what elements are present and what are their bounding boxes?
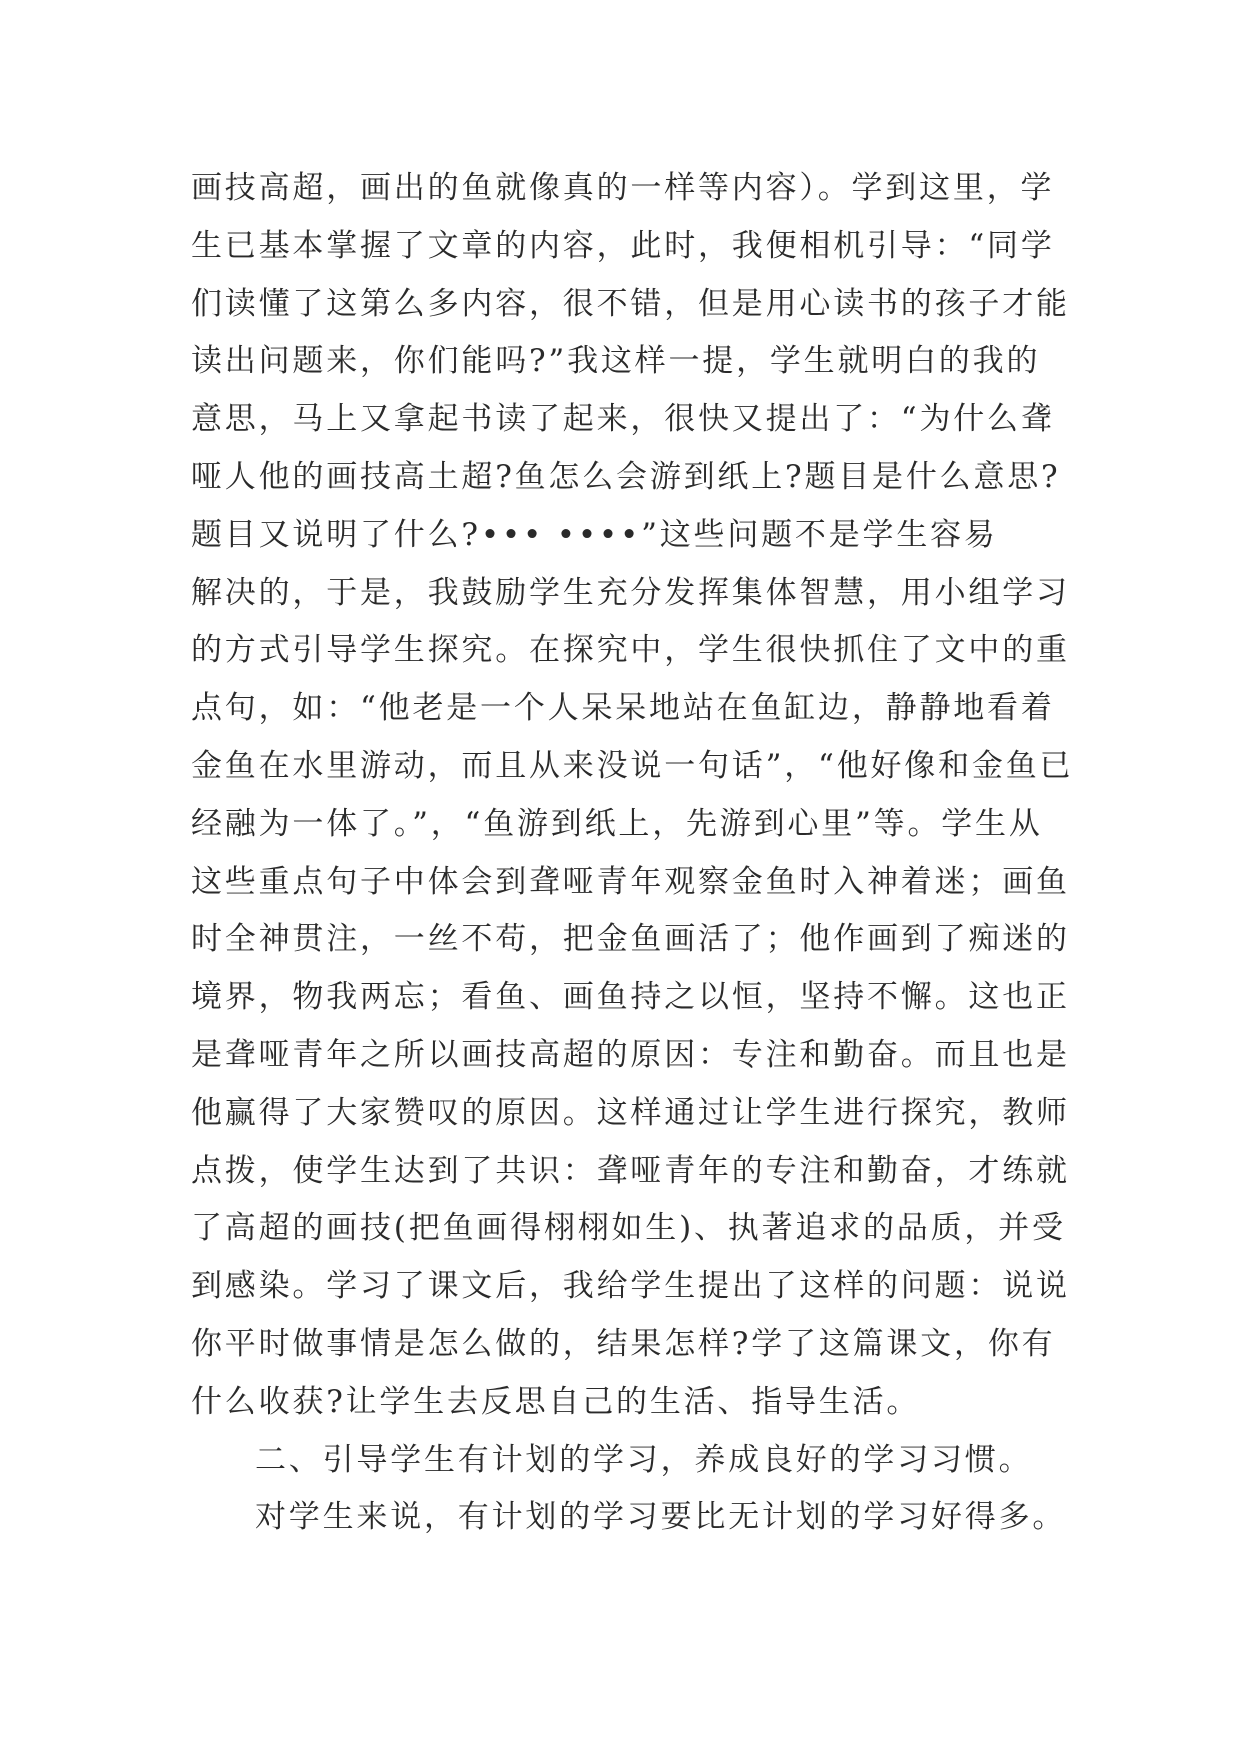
text-line: 们读懂了这第么多内容，很不错，但是用心读书的孩子才能 — [191, 285, 1070, 322]
text-line: 经融为一体了。”，“鱼游到纸上，先游到心里”等。学生从 — [191, 805, 1043, 842]
body-text — [191, 160, 1074, 1547]
text-line: 生已基本掌握了文章的内容，此时，我便相机引导：“同学 — [191, 227, 1055, 264]
text-line: 这些重点句子中体会到聋哑青年观察金鱼时入神着迷；画鱼 — [191, 863, 1070, 900]
text-line: 境界，物我两忘；看鱼、画鱼持之以恒，坚持不懈。这也正 — [191, 979, 1070, 1016]
text-line: 他赢得了大家赞叹的原因。这样通过让学生进行探究，教师 — [191, 1094, 1070, 1131]
text-line: 时全神贯注，一丝不苟，把金鱼画活了；他作画到了痴迷的 — [191, 921, 1070, 958]
section-heading: 二、引导学生有计划的学习，养成良好的学习习惯。 — [255, 1441, 1033, 1478]
text-line: 题目又说明了什么?••• ••••”这些问题不是学生容易 — [191, 516, 998, 553]
text-line: 金鱼在水里游动，而且从来没说一句话”，“他好像和金鱼已 — [191, 747, 1074, 784]
text-line: 读出问题来，你们能吗?”我这样一提，学生就明白的我的 — [191, 343, 1041, 380]
text-line: 哑人他的画技高土超?鱼怎么会游到纸上?题目是什么意思? — [191, 458, 1061, 495]
text-line: 到感染。学习了课文后，我给学生提出了这样的问题：说说 — [191, 1268, 1070, 1305]
text-line: 是聋哑青年之所以画技高超的原因：专注和勤奋。而且也是 — [191, 1036, 1070, 1073]
text-line: 了高超的画技(把鱼画得栩栩如生)、执著追求的品质，并受 — [191, 1210, 1066, 1247]
text-line: 解决的，于是，我鼓励学生充分发挥集体智慧，用小组学习 — [191, 574, 1070, 611]
text-line: 你平时做事情是怎么做的，结果怎样?学了这篇课文，你有 — [191, 1325, 1056, 1362]
text-line: 点句，如：“他老是一个人呆呆地站在鱼缸边，静静地看着 — [191, 690, 1055, 727]
text-line: 的方式引导学生探究。在探究中，学生很快抓住了文中的重 — [191, 632, 1070, 669]
text-line: 画技高超，画出的鱼就像真的一样等内容）。学到这里，学 — [191, 170, 1055, 206]
text-line: 对学生来说，有计划的学习要比无计划的学习好得多。 — [255, 1499, 1067, 1536]
text-line: 什么收获?让学生去反思自己的生活、指导生活。 — [191, 1383, 921, 1420]
text-line: 意思，马上又拿起书读了起来，很快又提出了：“为什么聋 — [191, 401, 1055, 438]
text-line: 点拨，使学生达到了共识：聋哑青年的专注和勤奋，才练就 — [191, 1152, 1070, 1189]
